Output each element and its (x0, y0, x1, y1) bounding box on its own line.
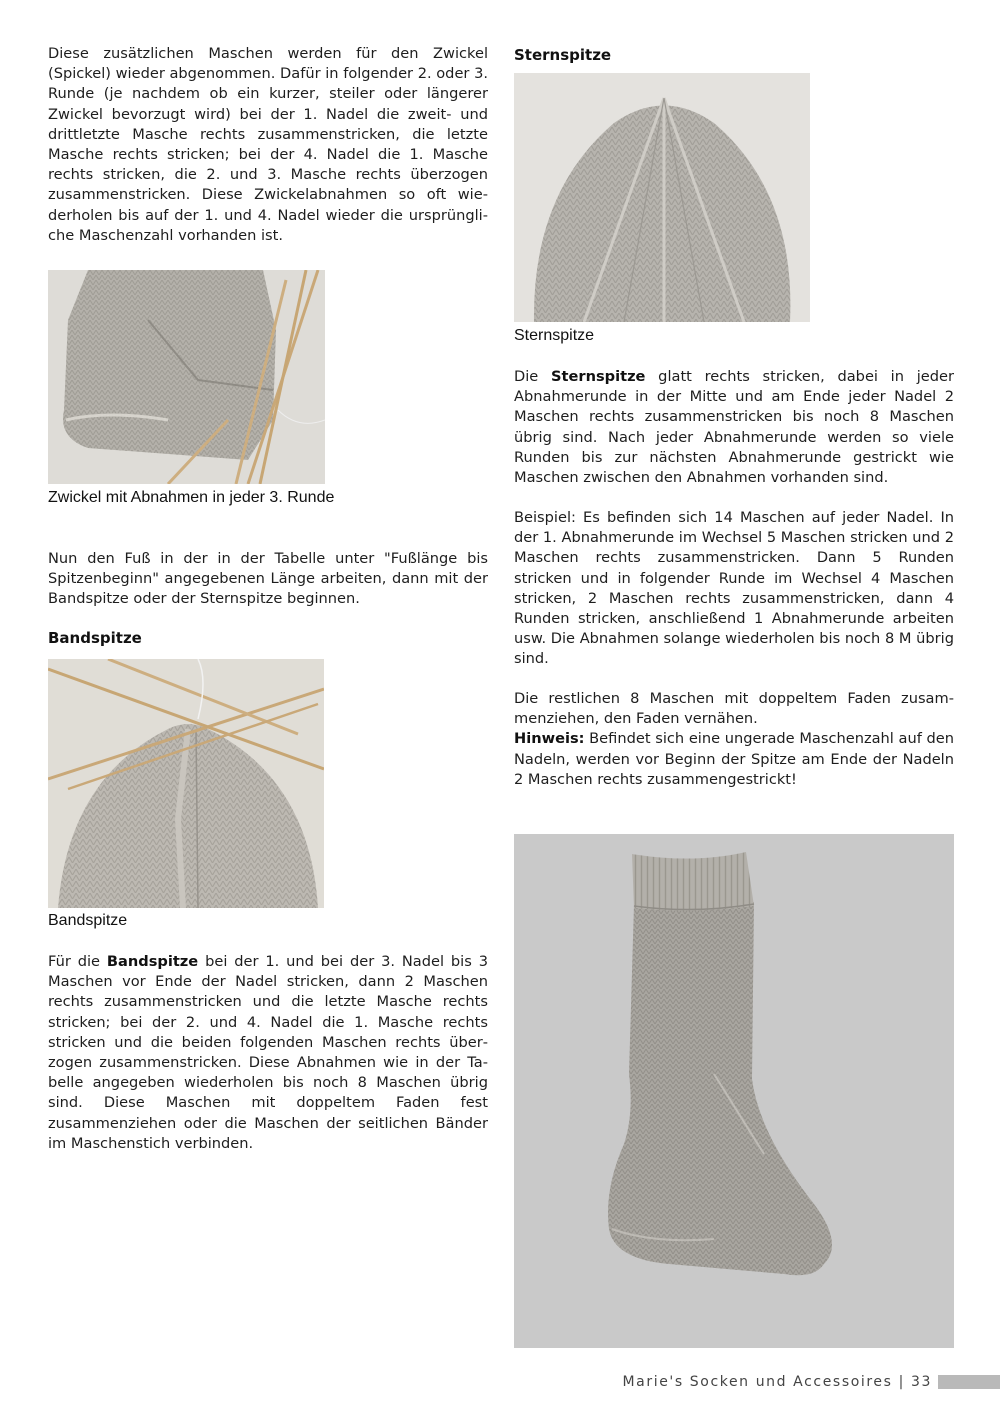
finish-text: Die restlichen 8 Maschen mit doppeltem Faden zusammenziehen, den Faden vernähen. (514, 690, 954, 728)
sternspitze-text-after: glatt rechts stricken, dabei in jeder Abnahmerunde in der Mitte und am Ende jeder Nadel 2 Maschen rechts zusammenstricken bis noch 8 Maschen übrig sind. Nach jeder Abnahmerunde werden so viele Runden bis zur nächsten Abnahmerunde gestrickt wie Maschen zwischen den Abnahmen vorhanden sind. (514, 368, 954, 487)
sternspitze-paragraph (514, 367, 954, 488)
bandspitze-caption: Bandspitze (48, 912, 128, 929)
page-number: 33 (910, 1374, 932, 1390)
sternspitze-heading: Sternspitze (514, 46, 612, 64)
footer-title: Marie's Socken und Accessoires (622, 1374, 893, 1390)
hint-text: Befindet sich eine ungerade Maschenzahl auf den Nadeln, werden vor Beginn der Spitze am Ende der Nadeln 2 Maschen rechts zusammengestrickt! (514, 730, 954, 788)
bandspitze-heading: Bandspitze (48, 629, 142, 647)
bandspitze-photo (48, 659, 324, 908)
bandspitze-paragraph (48, 952, 488, 1154)
page-footer (560, 1374, 932, 1390)
sternspitze-toe-image (514, 73, 810, 322)
bandspitze-toe-image (48, 659, 324, 908)
footer-separator: | (898, 1374, 905, 1390)
finished-sock-image (514, 834, 954, 1348)
intro-paragraph: Diese zusätzlichen Maschen werden für den Zwickel (Spickel) wieder abgenommen. Dafür in folgender 2. oder 3. Runde (je nachdem ob ein kurzer, steiler oder längerer Zwickel bevorzugt wird) bei der 1. Nadel die zweit- und drittletzte Masche rechts zusammenstricken, die letzte Masche rechts stricken; bei der 4. Nadel die 1. Masche rechts stricken, die 2. und 3. Masche rechts überzogen zusammenstricken. Diese Zwickelabnahmen so oft wiederholen bis auf der 1. und 4. Nadel wieder die ursprüngliche Maschenzahl vorhanden ist. (48, 45, 488, 244)
bandspitze-term: Bandspitze (106, 953, 199, 970)
sternspitze-text-before: Die (514, 368, 551, 385)
foot-paragraph: Nun den Fuß in der in der Tabelle unter "Fußlänge bis Spitzenbeginn" angegebenen Länge arbeiten, dann mit der Bandspitze oder der Sternspitze beginnen. (48, 550, 488, 608)
zwickel-caption: Zwickel mit Abnahmen in jeder 3. Runde (48, 489, 335, 506)
bandspitze-text-after: bei der 1. und bei der 3. Nadel bis 3 Maschen vor Ende der Nadel stricken, dann 2 Maschen rechts zusammenstricken und die letzte Masche rechts stricken; bei der 2. und 4. Nadel die 1. Masche rechts stricken und die beiden folgenden Maschen rechts überzogen zusammenstricken. Diese Abnahmen wie in der Tabelle angegeben wiederholen bis noch 8 Maschen übrig sind. Diese Maschen mit doppeltem Faden fest zusammenziehen oder die Maschen der seitlichen Bänder im Maschenstich verbinden. (48, 953, 488, 1152)
zwickel-photo (48, 270, 325, 484)
zwickel-sock-image (48, 270, 325, 484)
finish-paragraph (514, 689, 954, 790)
sternspitze-caption: Sternspitze (514, 327, 595, 344)
example-paragraph: Beispiel: Es befinden sich 14 Maschen auf jeder Nadel. In der 1. Abnahmerunde im Wechsel 5 Maschen stricken und 2 Maschen rechts zusammenstricken. Dann 5 Runden stricken und in folgender Runde im Wechsel 4 Maschen stricken, 2 Maschen rechts zusammenstricken, dann 4 Runden stricken, anschließend 1 Abnahmerunde arbeiten usw. Die Abnahmen solange wiederholen bis noch 8 M übrig sind. (514, 509, 954, 668)
sternspitze-term: Sternspitze (550, 368, 646, 385)
bandspitze-text-before: Für die (48, 953, 107, 970)
hint-label: Hinweis: (514, 730, 585, 748)
footer-bar (938, 1375, 1000, 1389)
finished-sock-photo (514, 834, 954, 1348)
sternspitze-photo (514, 73, 810, 322)
